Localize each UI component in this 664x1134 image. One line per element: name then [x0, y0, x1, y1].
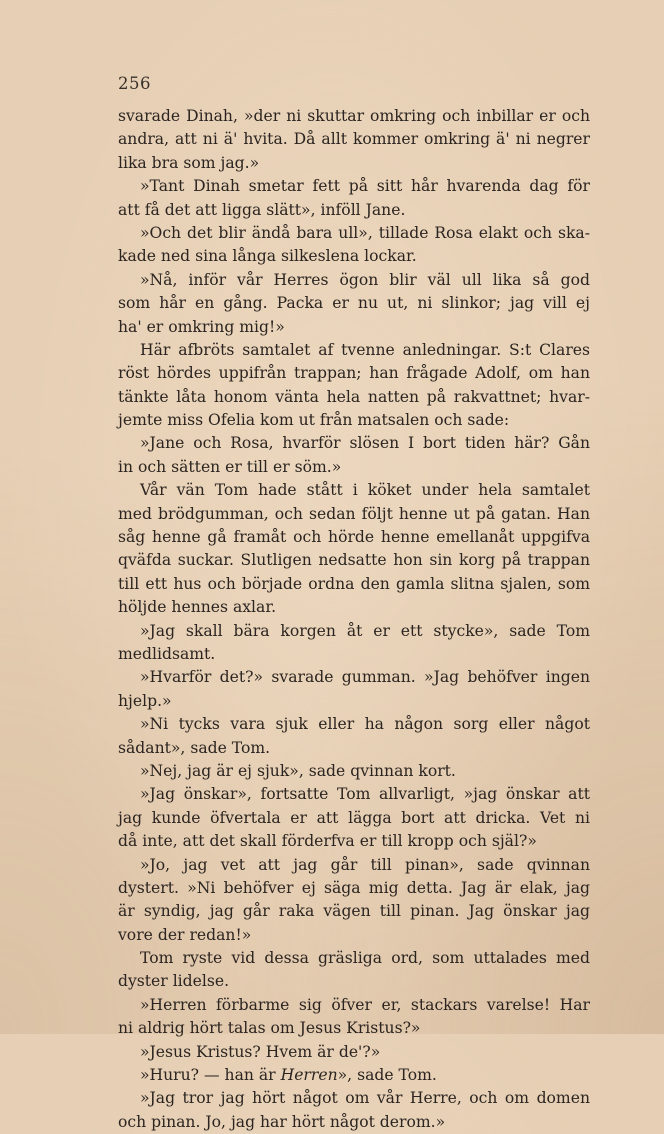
text-line: »Jag tror jag hört något om vår Herre, och om domen — [140, 1089, 590, 1108]
text-line: »Nej, jag är ej sjuk», sade qvinnan kort. — [140, 761, 456, 780]
text-line: »Hvarför det?» svarade gumman. »Jag behöfver ingen — [140, 668, 590, 687]
text-line: »Jag skall bära korgen åt er ett stycke», sade Tom — [140, 621, 590, 640]
text-line: till ett hus och började ordna den gamla slitna sjalen, som — [118, 574, 590, 593]
text-line: som hår en gång. Packa er nu ut, ni slinkor; jag vill ej — [118, 294, 590, 313]
text-line: »Jo, jag vet att jag går till pinan», sade qvinnan — [140, 855, 590, 874]
text-line — [118, 1064, 590, 1087]
text-line: Vår vän Tom hade stått i köket under hela samtalet — [140, 481, 590, 500]
text-line: »Nå, inför vår Herres ögon blir väl ull lika så god — [140, 270, 590, 289]
text-line: »Tant Dinah smetar fett på sitt hår hvarenda dag för — [140, 177, 590, 196]
text-line: »Ni tycks vara sjuk eller ha någon sorg eller något — [140, 715, 590, 734]
text-line: qväfda suckar. Slutligen nedsatte hon sin korg på trappan — [118, 551, 590, 570]
text-line: sådant», sade Tom. — [118, 738, 271, 757]
text-line: »Jag önskar», fortsatte Tom allvarligt, »jag önskar att — [140, 785, 590, 804]
text-line: »Och det blir ändå bara ull», tillade Rosa elakt och ska- — [140, 223, 590, 242]
text-line: tänkte låta honom vänta hela natten på rakvattnet; hvar- — [118, 387, 590, 406]
text-line: »Herren förbarme sig öfver er, stackars varelse! Har — [140, 995, 590, 1014]
text-line: såg henne gå framåt och hörde henne emellanåt uppgifva — [118, 528, 590, 547]
text-line: jag kunde öfvertala er att lägga bort att dricka. Vet ni — [118, 808, 590, 827]
text-line: dyster lidelse. — [118, 972, 230, 991]
page-number: 256 — [118, 74, 151, 93]
text-line: kade ned sina långa silkeslena lockar. — [118, 247, 417, 266]
text-line: röst hördes uppifrån trappan; han frågade Adolf, om han — [118, 364, 590, 383]
text-line: är syndig, jag går raka vägen till pinan. Jag önskar jag — [118, 902, 590, 921]
text-line: svarade Dinah, »der ni skuttar omkring och inbillar er och — [118, 107, 590, 125]
text-line: höljde hennes axlar. — [118, 598, 277, 617]
text-line: lika bra som jag.» — [118, 153, 260, 172]
text-line: dystert. »Ni behöfver ej säga mig detta. Jag är elak, jag — [118, 878, 590, 897]
emphasized-text: Herren — [280, 1066, 338, 1085]
text-line: medlidsamt. — [118, 644, 216, 663]
text-line: »Jane och Rosa, hvarför slösen I bort tiden här? Gån — [140, 434, 590, 453]
text-line: andra, att ni ä' hvita. Då allt kommer omkring ä' ni negrer — [118, 130, 590, 149]
text-line: vore der redan!» — [118, 925, 252, 944]
text-line: och pinan. Jo, jag har hört något derom.» — [118, 1112, 446, 1131]
text-line: »Jesus Kristus? Hvem är de'?» — [140, 1042, 381, 1061]
text-line: ni aldrig hört talas om Jesus Kristus?» — [118, 1019, 421, 1038]
text-segment: », sade Tom. — [337, 1066, 437, 1085]
text-line: då inte, att det skall förderfva er till kropp och själ?» — [118, 832, 537, 851]
text-line: jemte miss Ofelia kom ut från matsalen och sade: — [118, 411, 510, 430]
text-line: med brödgumman, och sedan följt henne ut på gatan. Han — [118, 504, 590, 523]
text-line: in och sätten er till er söm.» — [118, 457, 342, 476]
text-line: ha' er omkring mig!» — [118, 317, 285, 336]
text-line: hjelp.» — [118, 691, 172, 710]
text-line: att få det att ligga slätt», inföll Jane. — [118, 200, 406, 219]
text-line: Tom ryste vid dessa gräsliga ord, som uttalades med — [140, 949, 590, 968]
body-text — [118, 105, 590, 1134]
text-segment: »Huru? — han är — [140, 1066, 281, 1085]
text-line: Här afbröts samtalet af tvenne anledningar. S:t Clares — [140, 340, 590, 359]
